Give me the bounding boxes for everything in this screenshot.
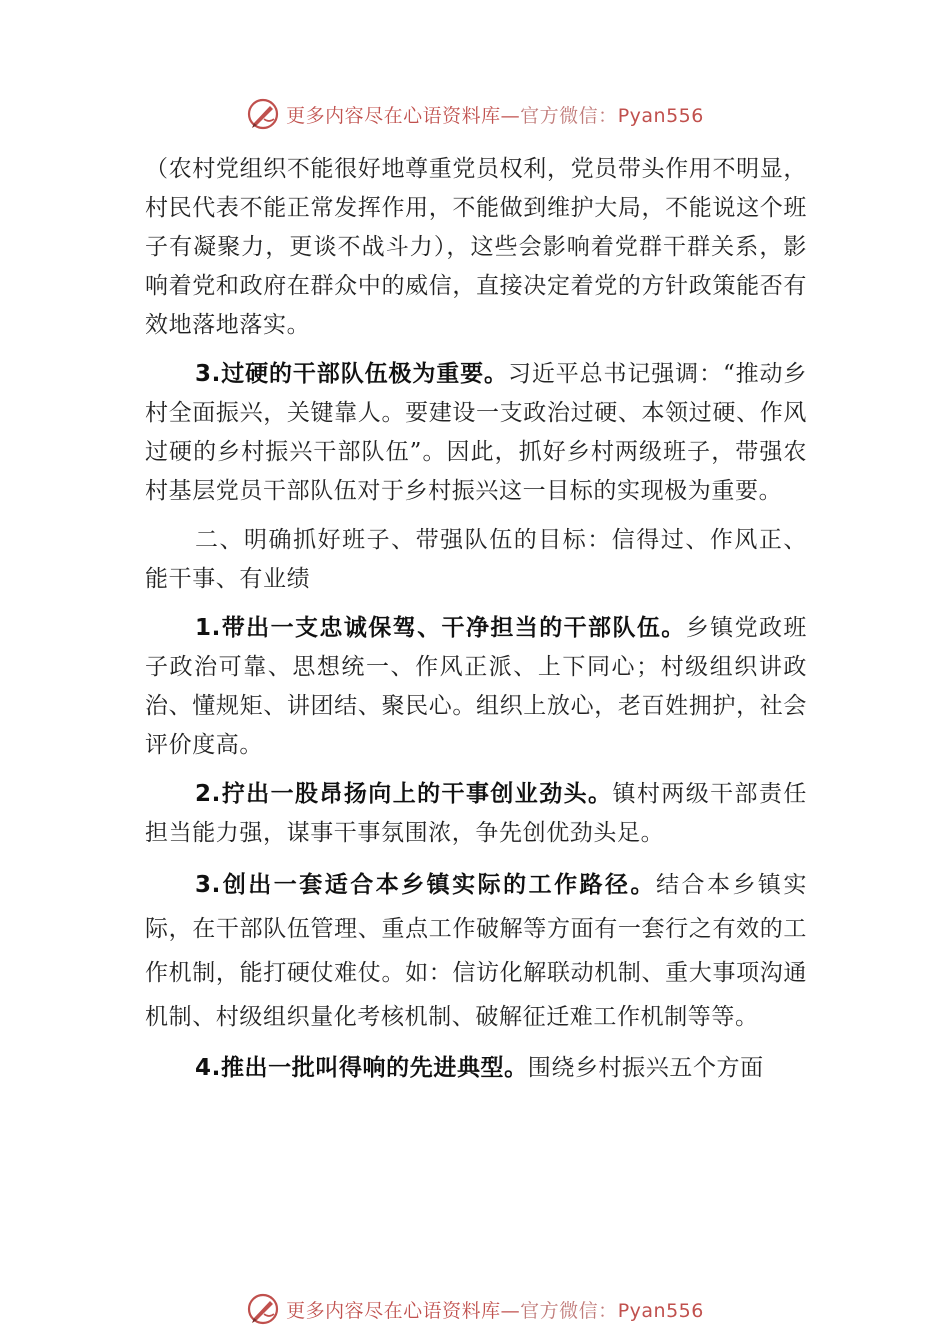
paragraph: 4.推出一批叫得响的先进典型。围绕乡村振兴五个方面 [195, 1055, 764, 1081]
paragraph: 3.创出一套适合本乡镇实际的工作路径。结合本乡镇实际，在干部队伍管理、重点工作破解等方面有一套行之有效的工作机制，能打硬仗难仗。如：信访化解联动机制、重大事项沟通机制、村级组织量化考核机制、破解征迁难工作机制等等。 [145, 872, 808, 1030]
paragraph: （农村党组织不能很好地尊重党员权利，党员带头作用不明显，村民代表不能正常发挥作用，不能做到维护大局，不能说这个班子有凝聚力，更谈不战斗力），这些会影响着党群干群关系，影响着党和政府在群众中的威信，直接决定着党的方针政策能否有效地落地落实。 [145, 156, 807, 338]
document-body [145, 150, 807, 1098]
section-heading: 二、明确抓好班子、带强队伍的目标：信得过、作风正、能干事、有业绩 [145, 527, 807, 592]
banner-text: 更多内容尽在心语资料库—官方微信：Pyan556 [286, 104, 704, 127]
paragraph: 1.带出一支忠诚保驾、干净担当的干部队伍。乡镇党政班子政治可靠、思想统一、作风正派、上下同心；村级组织讲政治、懂规矩、讲团结、聚民心。组织上放心，老百姓拥护，社会评价度高。 [145, 615, 808, 758]
header-banner [0, 94, 950, 134]
banner-text: 更多内容尽在心语资料库—官方微信：Pyan556 [286, 1299, 704, 1322]
pen-logo-icon [246, 1292, 280, 1326]
footer-banner [0, 1289, 950, 1329]
pen-logo-icon [246, 97, 280, 131]
paragraph: 3.过硬的干部队伍极为重要。习近平总书记强调：“推动乡村全面振兴，关键靠人。要建设一支政治过硬、本领过硬、作风过硬的乡村振兴干部队伍”。因此，抓好乡村两级班子，带强农村基层党员干部队伍对于乡村振兴这一目标的实现极为重要。 [145, 361, 807, 504]
paragraph: 2.拧出一股昂扬向上的干事创业劲头。镇村两级干部责任担当能力强，谋事干事氛围浓，争先创优劲头足。 [145, 781, 807, 846]
